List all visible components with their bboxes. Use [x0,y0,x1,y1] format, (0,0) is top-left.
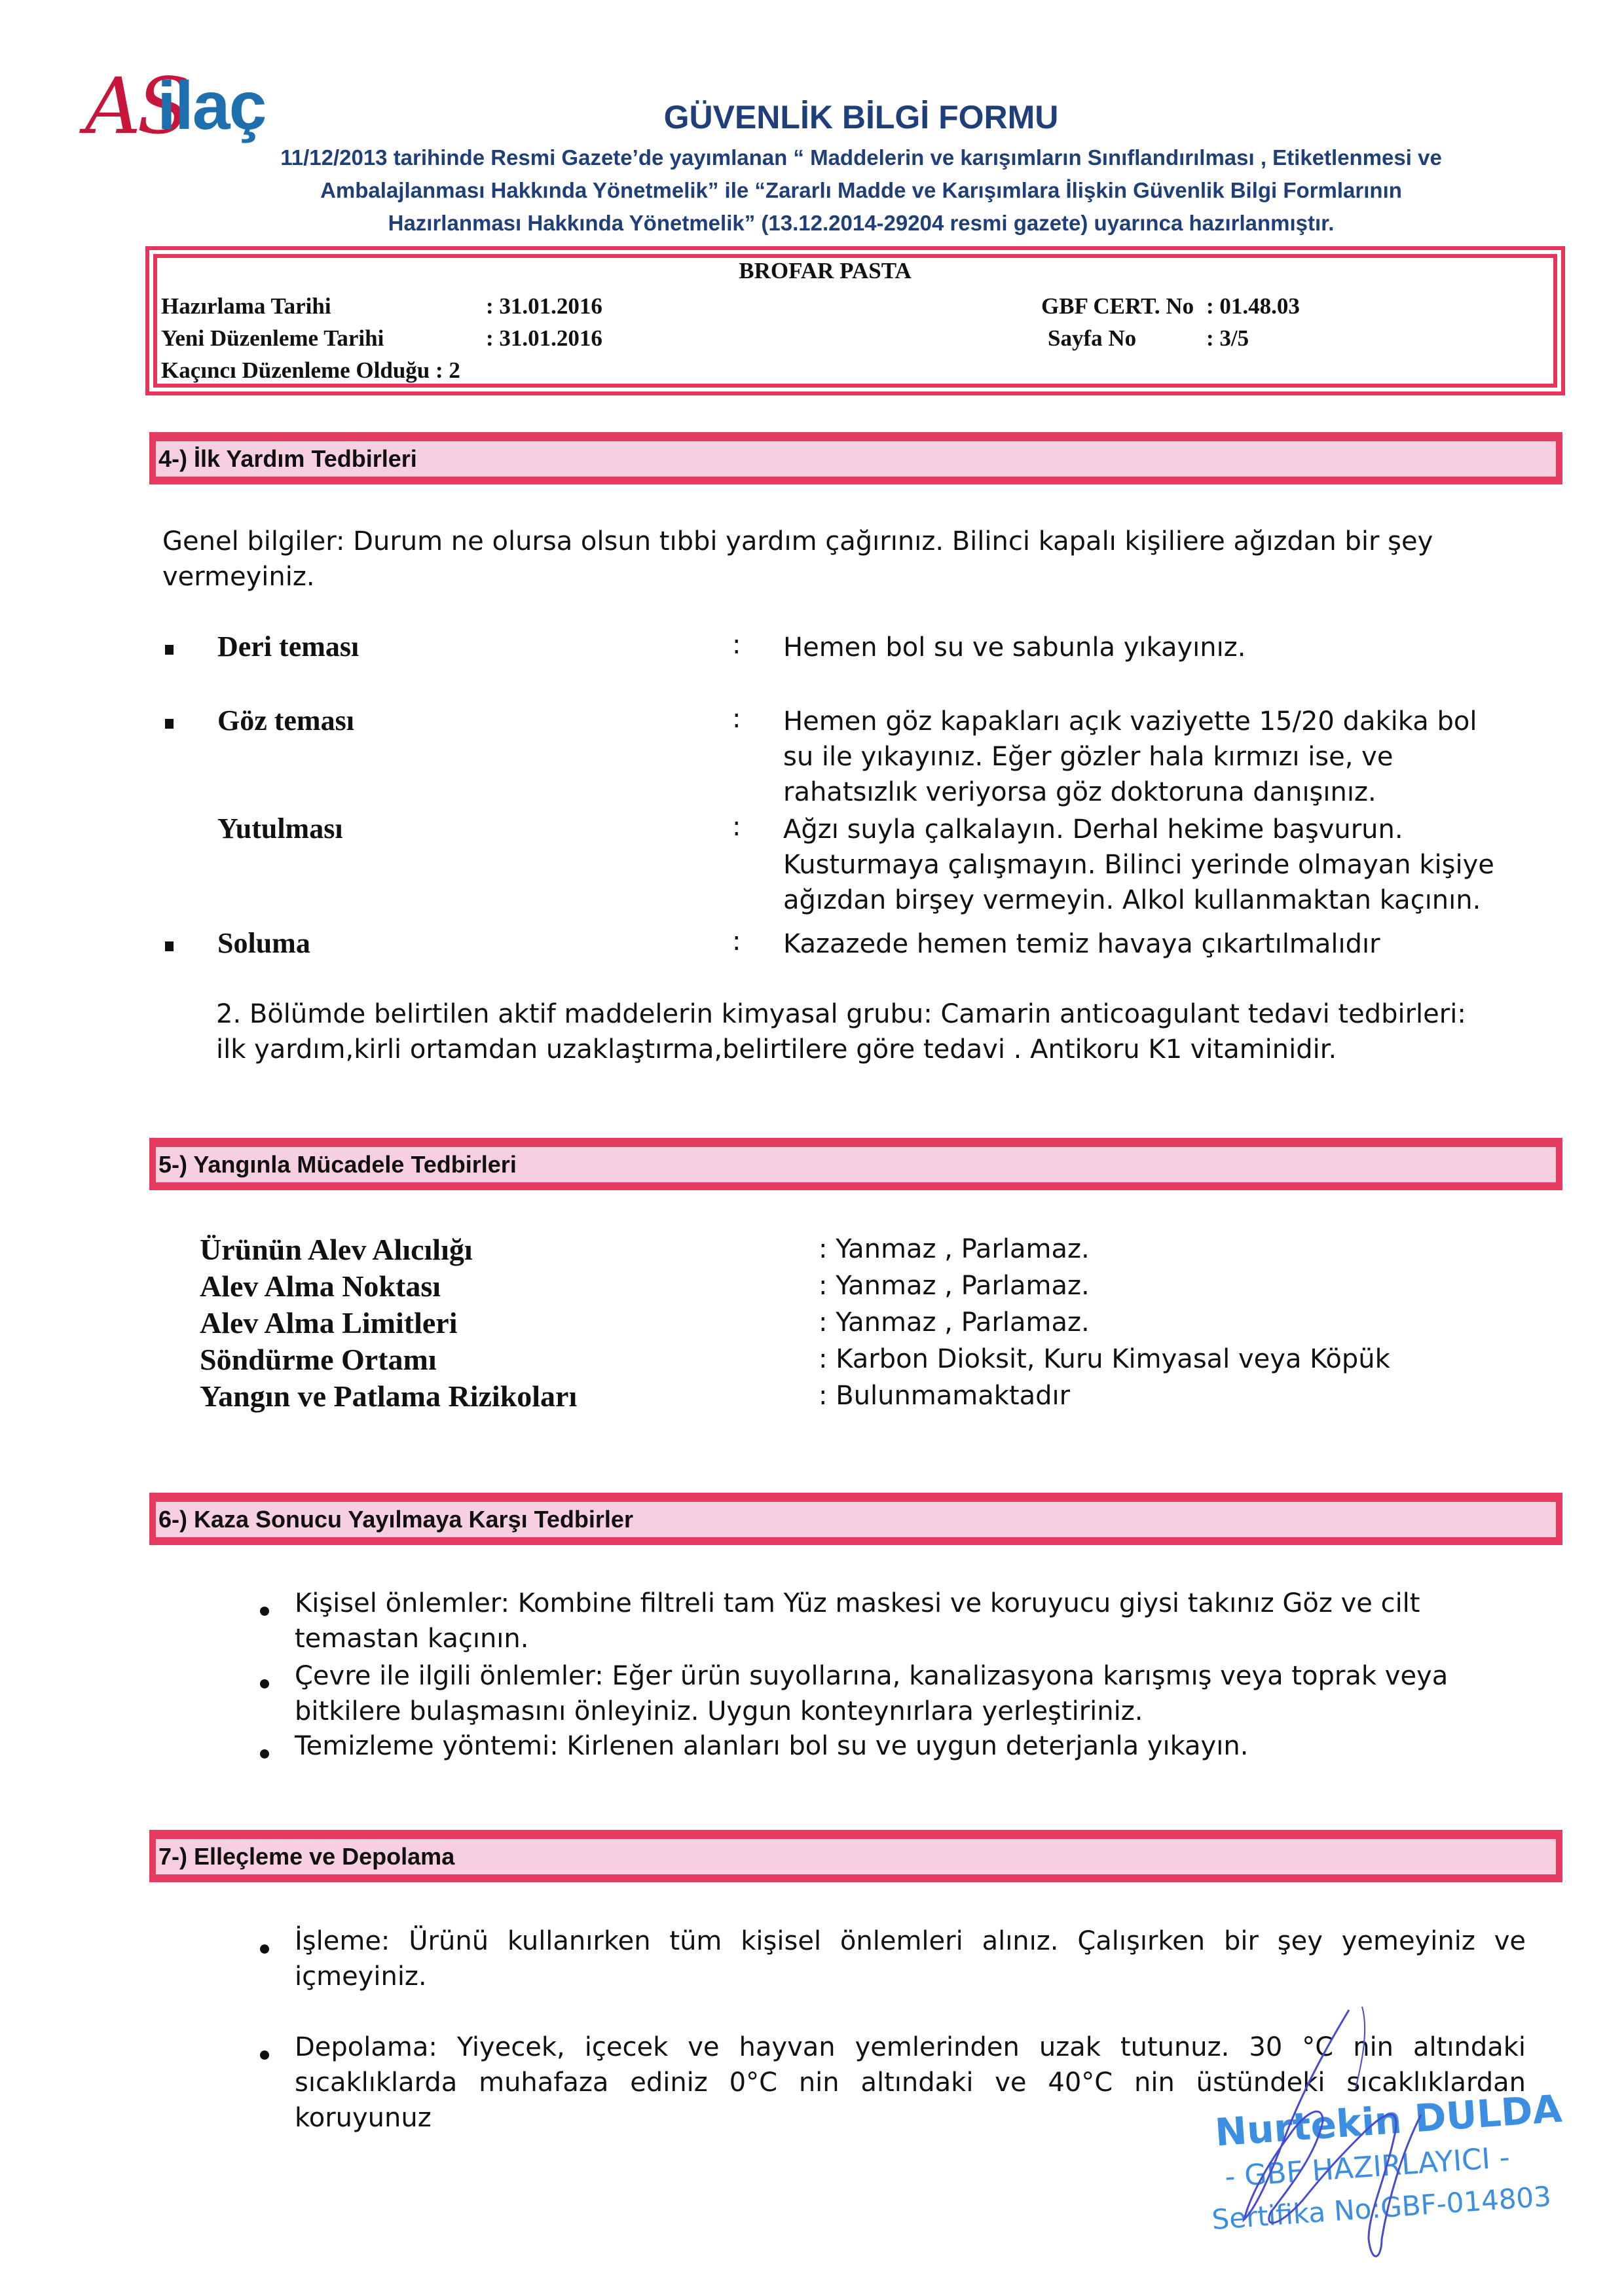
first-aid-item-text [783,812,1494,918]
page-no-value: : 3/5 [1206,325,1249,351]
round-bullet-icon [260,2050,269,2060]
first-aid-item-colon: : [732,630,741,660]
text-line: Kazazede hemen temiz havaya çıkartılmalıdır [783,929,1380,959]
text-line: Depolama: Yiyecek, içecek ve hayvan yemlerinden uzak tutunuz. 30 °C nin altındaki [295,2032,1526,2062]
general-info-line-1: Genel bilgiler: Durum ne olursa olsun tıbbi yardım çağırınız. Bilinci kapalı kişiliere ağızdan bir şey [162,526,1433,556]
fire-row-value: : Karbon Dioksit, Kuru Kimyasal veya Köpük [819,1344,1390,1374]
cert-no-value: : 01.48.03 [1206,293,1300,319]
text-line: Ağzı suyla çalkalayın. Derhal hekime başvurun. [783,814,1403,845]
first-aid-item-colon: : [732,926,741,957]
first-aid-item-colon: : [732,812,741,842]
section-5-header [149,1138,1562,1190]
logo-as-mark: AS [85,61,187,151]
first-aid-general-info [162,524,1538,594]
section-7-title: 7-) Elleçleme ve Depolama [158,1843,455,1870]
revision-no-label-text: Kaçıncı Düzenleme Olduğu [161,357,430,383]
text-line: bitkilere bulaşmasını önleyiniz. Uygun konteynırlara yerleştiriniz. [295,1696,1143,1726]
revision-date-value: : 31.01.2016 [486,325,602,351]
fire-row-value: : Yanmaz , Parlamaz. [819,1307,1090,1338]
revision-no-value: : 2 [435,357,460,383]
text-line: İşleme: Ürünü kullanırken tüm kişisel önlemleri alınız. Çalışırken bir şey yemeyiniz ve [295,1926,1526,1956]
spill-bullet-item [295,1728,1539,1764]
first-aid-item-label: Soluma [217,927,310,959]
revision-no-label [161,357,460,384]
text-line: Kusturmaya çalışmayın. Bilinci yerinde olmayan kişiye [783,850,1494,880]
prep-date-label: Hazırlama Tarihi [161,293,331,319]
handling-bullet-item [295,1923,1526,1994]
round-bullet-icon [260,1679,269,1688]
fire-row-label: Alev Alma Limitleri [200,1306,458,1339]
text-line: sıcaklıklarda muhafaza ediniz 0°C nin altındaki ve 40°C nin üstündeki sıcaklıklardan [295,2068,1526,2098]
fire-row-value: : Bulunmamaktadır [819,1381,1071,1411]
text-line: su ile yıkayınız. Eğer gözler hala kırmızı ise, ve [783,742,1393,772]
first-aid-item-label: Deri teması [217,630,360,663]
square-bullet-icon [165,719,174,729]
note-line-1: 2. Bölümde belirtilen aktif maddelerin kimyasal grubu: Camarin anticoagulant tedavi tedbirleri: [216,999,1466,1029]
spill-bullet-item [295,1586,1539,1656]
note-line-2: ilk yardım,kirli ortamdan uzaklaştırma,belirtilere göre tedavi . Antikoru K1 vitaminidir. [216,1034,1337,1065]
document-title: GÜVENLİK BİLGİ FORMU [663,99,1059,136]
section-6-header [149,1493,1562,1545]
section-5-title: 5-) Yangınla Mücadele Tedbirleri [158,1151,517,1178]
round-bullet-icon [260,1607,269,1616]
first-aid-note [216,996,1565,1067]
text-line: temastan kaçının. [295,1624,529,1654]
logo-ilac-wordmark: ilaç [157,68,266,144]
text-line: koruyunuz [295,2103,432,2133]
text-line: ağızdan birşey vermeyin. Alkol kullanmaktan kaçının. [783,885,1481,915]
page-no-label: Sayfa No [1048,325,1137,351]
first-aid-item-text [783,704,1477,810]
fire-row-value: : Yanmaz , Parlamaz. [819,1234,1090,1264]
spill-bullet-item [295,1658,1539,1729]
section-4-title: 4-) İlk Yardım Tedbirleri [158,445,417,472]
fire-row-label: Alev Alma Noktası [200,1269,441,1303]
round-bullet-icon [260,1944,269,1954]
round-bullet-icon [260,1749,269,1758]
product-name: BROFAR PASTA [739,258,912,283]
square-bullet-icon [165,645,174,655]
cert-no-label: GBF CERT. No [1041,293,1194,319]
square-bullet-icon [165,941,174,951]
text-line: içmeyiniz. [295,1961,427,1992]
first-aid-item-text [783,630,1246,665]
first-aid-item-label: Yutulması [217,812,343,845]
text-line: Çevre ile ilgili önlemler: Eğer ürün suyollarına, kanalizasyona karışmış veya toprak veya [295,1661,1449,1691]
first-aid-item-text [783,926,1380,962]
fire-row-label: Ürünün Alev Alıcılığı [200,1233,473,1266]
first-aid-item-colon: : [732,704,741,734]
stamp-role: - GBF HAZIRLAYICI - [1223,2140,1511,2195]
stamp-cert-no: Sertifika No:GBF-014803 [1210,2179,1553,2236]
text-line: rahatsızlık veriyorsa göz doktoruna danışınız. [783,777,1376,807]
text-line: Hemen göz kapakları açık vaziyette 15/20 dakika bol [783,706,1477,737]
fire-row-label: Yangın ve Patlama Rizikoları [200,1379,578,1413]
first-aid-item-label: Göz teması [217,704,354,737]
text-line: Kişisel önlemler: Kombine filtreli tam Yüz maskesi ve koruyucu giysi takınız Göz ve cilt [295,1588,1420,1618]
section-6-title: 6-) Kaza Sonucu Yayılmaya Karşı Tedbirler [158,1506,633,1533]
fire-row-label: Söndürme Ortamı [200,1343,437,1376]
stamp-name: Nurtekin DULDA [1213,2086,1564,2155]
regulation-line-1: 11/12/2013 tarihinde Resmi Gazete’de yayımlanan “ Maddelerin ve karışımların Sınıflandırılması , Etiketlenmesi ve [280,145,1442,170]
section-4-header [149,432,1562,484]
revision-date-label: Yeni Düzenleme Tarihi [161,325,384,351]
fire-row-value: : Yanmaz , Parlamaz. [819,1271,1090,1301]
regulation-line-3: Hazırlanması Hakkında Yönetmelik” (13.12.2014-29204 resmi gazete) uyarınca hazırlanmıştır. [388,211,1335,235]
regulation-line-2: Ambalajlanması Hakkında Yönetmelik” ile “Zararlı Madde ve Karışımlara İlişkin Güvenlik Bilgi Formlarının [320,178,1402,202]
general-info-line-2: vermeyiniz. [162,562,315,592]
text-line: Hemen bol su ve sabunla yıkayınız. [783,632,1246,663]
prep-date-value: : 31.01.2016 [486,293,602,319]
section-7-header [149,1830,1562,1882]
text-line: Temizleme yöntemi: Kirlenen alanları bol su ve uygun deterjanla yıkayın. [295,1731,1249,1761]
signature-icon [1231,2003,1480,2278]
